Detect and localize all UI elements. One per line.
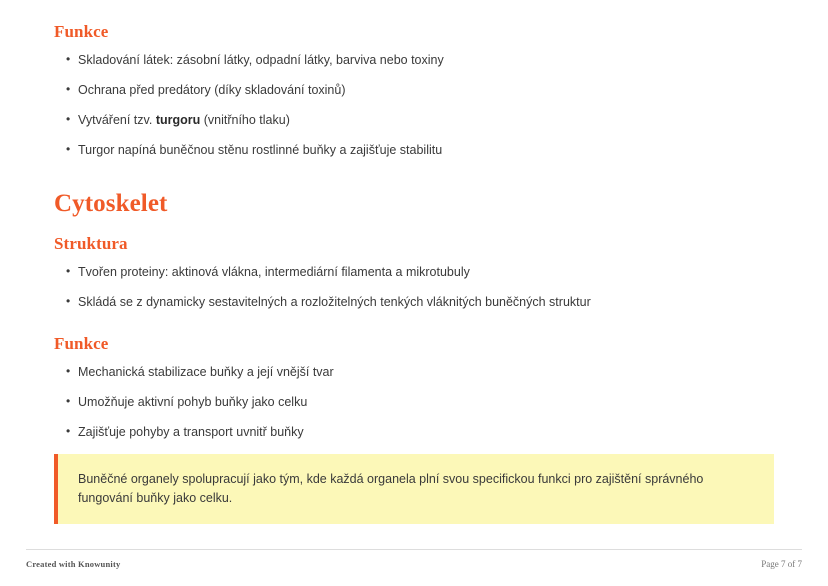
list-item-text: Skladování látek: zásobní látky, odpadní látky, barviva nebo toxiny — [78, 53, 444, 67]
list-item-text: Ochrana před predátory (díky skladování toxinů) — [78, 83, 346, 97]
list-item — [54, 264, 774, 280]
list-item — [54, 82, 774, 98]
list-item-text: Tvořen proteiny: aktinová vlákna, intermediární filamenta a mikrotubuly — [78, 265, 470, 279]
callout-text: Buněčné organely spolupracují jako tým, kde každá organela plní svou specifickou funkci pro zajištění správného fungování buňky jako celku. — [78, 472, 704, 505]
list-item — [54, 424, 774, 440]
list-item — [54, 394, 774, 410]
section-heading-funkce-2: Funkce — [54, 334, 109, 353]
list-item — [54, 112, 774, 128]
list-item-text: Mechanická stabilizace buňky a její vnější tvar — [78, 365, 334, 379]
callout-box — [54, 454, 774, 524]
list-item-text-suffix: (vnitřního tlaku) — [200, 113, 290, 127]
list-item-text: Zajišťuje pohyby a transport uvnitř buňky — [78, 425, 304, 439]
spacer — [54, 324, 774, 334]
list-item — [54, 52, 774, 68]
list-item-text: Umožňuje aktivní pohyb buňky jako celku — [78, 395, 308, 409]
list-item-text: Skládá se z dynamicky sestavitelných a rozložitelných tenkých vláknitých buněčných struktur — [78, 295, 591, 309]
bullet-list-struktura — [54, 264, 774, 310]
footer-page-number: Page 7 of 7 — [761, 559, 802, 569]
bullet-list-funkce-2 — [54, 364, 774, 440]
list-item — [54, 142, 774, 158]
list-item — [54, 364, 774, 380]
section-heading-struktura: Struktura — [54, 234, 128, 253]
bullet-list-funkce-1 — [54, 52, 774, 158]
spacer — [54, 172, 774, 190]
list-item — [54, 294, 774, 310]
list-item-text-bold: turgoru — [155, 113, 201, 127]
page-footer — [26, 556, 802, 572]
section-heading-funkce-1: Funkce — [54, 22, 109, 41]
list-item-text: Turgor napíná buněčnou stěnu rostlinné buňky a zajišťuje stabilitu — [78, 143, 443, 157]
footer-divider — [26, 549, 802, 550]
footer-attribution: Created with Knowunity — [26, 559, 121, 569]
list-item-text-prefix: Vytváření tzv. — [78, 113, 156, 127]
section-heading-cytoskelet: Cytoskelet — [54, 190, 168, 217]
